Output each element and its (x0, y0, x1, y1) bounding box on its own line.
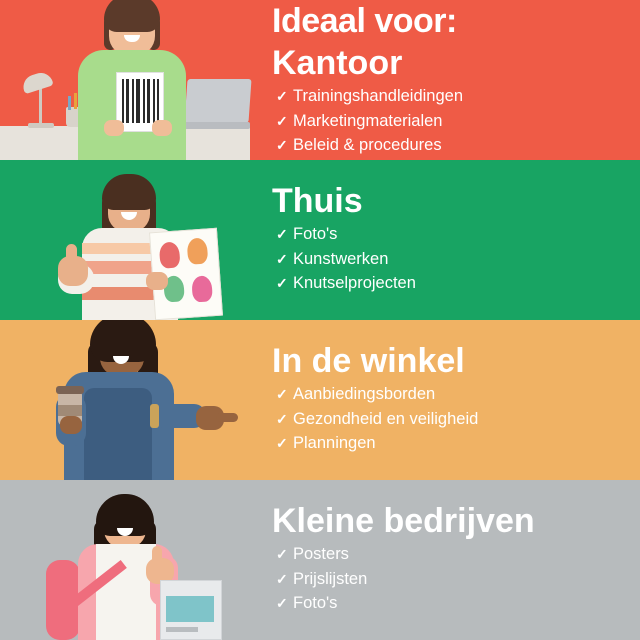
section-title-office: Kantoor (272, 43, 403, 82)
store-text-block (250, 341, 640, 456)
list-item-label: Knutselprojecten (293, 273, 416, 292)
section-home (0, 160, 640, 320)
section-title-store: In de winkel (272, 341, 465, 380)
small-business-benefit-list (276, 543, 630, 614)
list-item (276, 543, 630, 565)
list-item-label: Kunstwerken (293, 249, 389, 268)
office-benefit-list (276, 85, 630, 156)
check-icon: ✓ (276, 88, 288, 105)
check-icon: ✓ (276, 136, 288, 153)
home-text-block (250, 181, 640, 296)
list-item-label: Beleid & procedures (293, 135, 442, 154)
check-icon: ✓ (276, 434, 288, 451)
list-item (276, 248, 630, 270)
list-item (276, 223, 630, 245)
list-item (276, 383, 630, 405)
list-item (276, 408, 630, 430)
list-item (276, 110, 630, 132)
section-small-business (0, 480, 640, 640)
check-icon: ✓ (276, 226, 288, 243)
check-icon: ✓ (276, 386, 288, 403)
list-item (276, 568, 630, 590)
woman-with-yoga-mat-photo (0, 480, 250, 640)
list-item-label: Aanbiedingsborden (293, 385, 436, 404)
list-item-label: Planningen (293, 433, 376, 452)
store-benefit-list (276, 383, 630, 454)
list-item-label: Posters (293, 545, 349, 564)
list-item-label: Foto's (293, 593, 338, 612)
poster-headline: Ideaal voor: (272, 1, 457, 40)
office-text-block (250, 2, 640, 158)
list-item-label: Marketingmaterialen (293, 111, 443, 130)
barista-pointing-photo (0, 320, 250, 480)
office-woman-photo (0, 0, 250, 160)
list-item-label: Gezondheid en veiligheid (293, 409, 479, 428)
check-icon: ✓ (276, 594, 288, 611)
small-business-text-block (250, 501, 640, 616)
check-icon: ✓ (276, 410, 288, 427)
list-item-label: Trainingshandleidingen (293, 87, 464, 106)
check-icon: ✓ (276, 570, 288, 587)
section-title-small-business: Kleine bedrijven (272, 501, 535, 540)
check-icon: ✓ (276, 250, 288, 267)
section-store (0, 320, 640, 480)
check-icon: ✓ (276, 112, 288, 129)
list-item (276, 432, 630, 454)
check-icon: ✓ (276, 274, 288, 291)
list-item (276, 592, 630, 614)
section-title-home: Thuis (272, 181, 363, 220)
section-office (0, 0, 640, 160)
list-item (276, 85, 630, 107)
list-item-label: Prijslijsten (293, 569, 368, 588)
list-item-label: Foto's (293, 225, 338, 244)
list-item (276, 272, 630, 294)
girl-with-painting-photo (0, 160, 250, 320)
list-item (276, 134, 630, 156)
check-icon: ✓ (276, 546, 288, 563)
home-benefit-list (276, 223, 630, 294)
